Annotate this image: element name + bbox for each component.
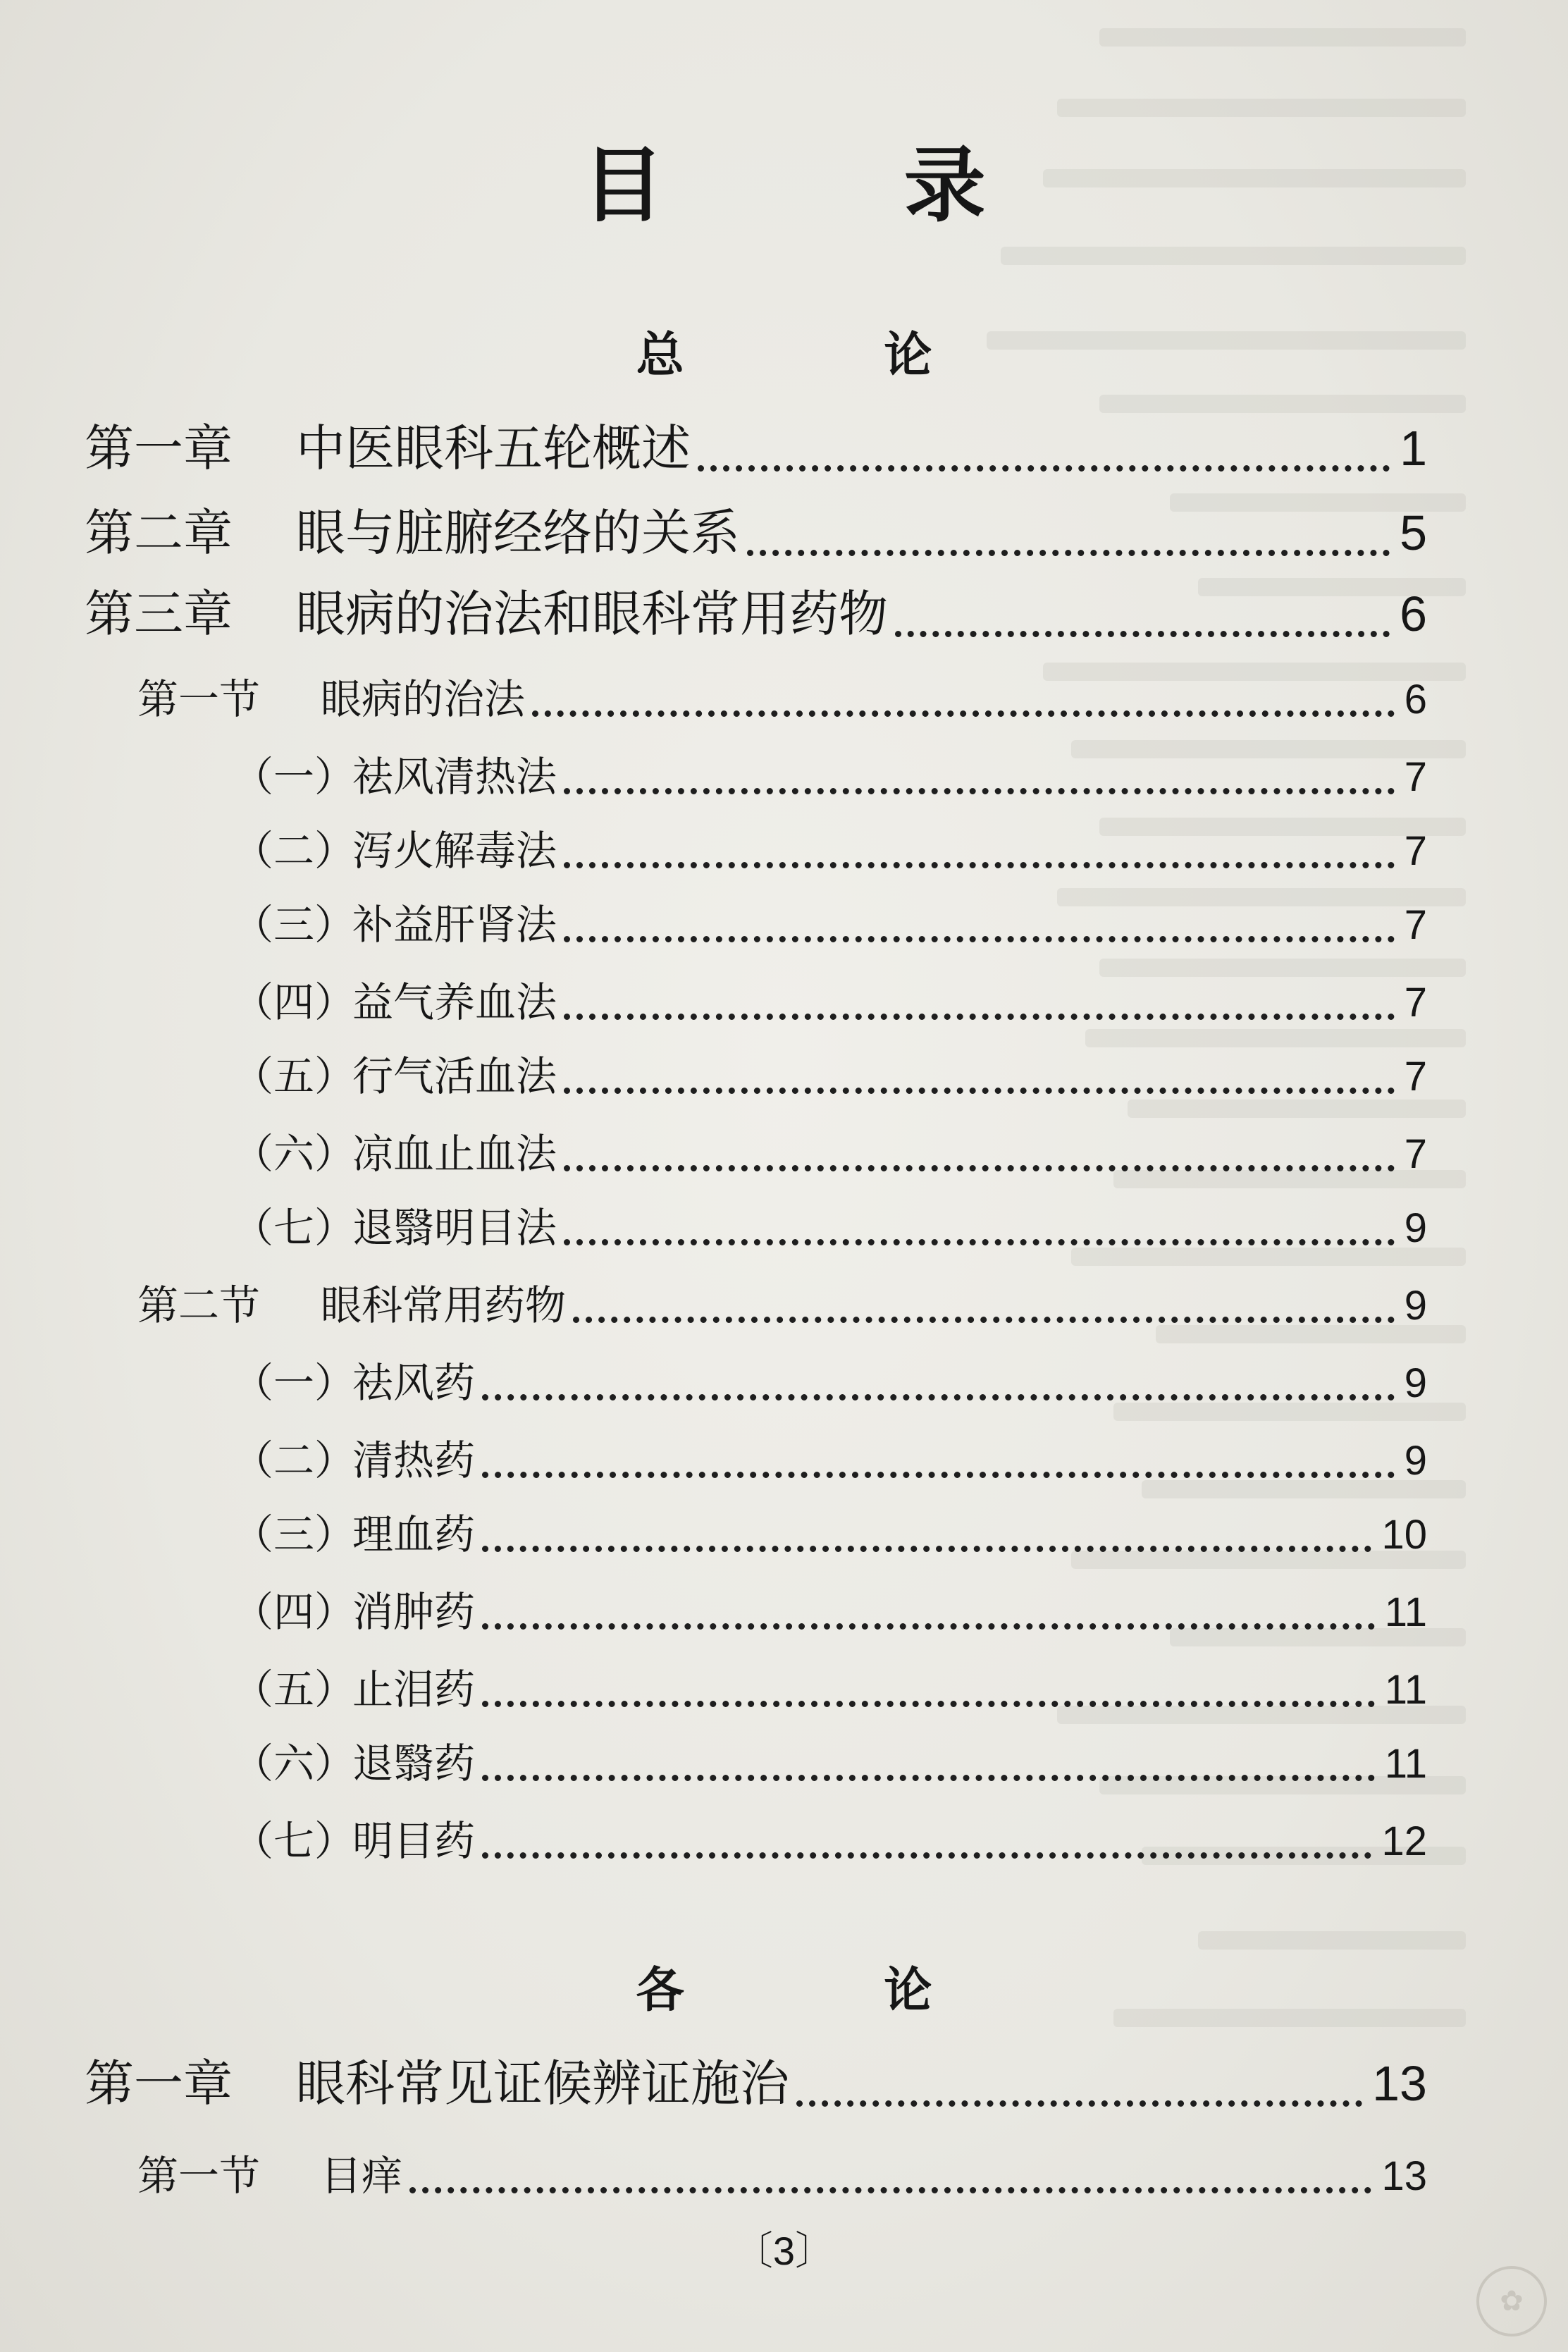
toc-entry-number: （四） — [233, 978, 356, 1026]
toc-entry-label — [233, 744, 557, 803]
toc-entry-item[interactable] — [233, 1195, 1427, 1254]
toc-entry-label — [85, 574, 888, 646]
toc-entry-page: 7 — [1404, 980, 1427, 1026]
toc-entry-number: 第一节 — [137, 2152, 261, 2200]
toc-entry-title: 明目药 — [352, 1817, 476, 1865]
toc-entry-item[interactable] — [233, 1350, 1427, 1409]
toc-entry-page: 11 — [1384, 1741, 1427, 1787]
toc-entry-item[interactable] — [233, 969, 1427, 1028]
toc-entry-number: （七） — [233, 1817, 356, 1865]
toc-entry-title: 眼科常用药物 — [321, 1281, 567, 1329]
toc-entry-page: 9 — [1404, 1205, 1427, 1251]
toc-entry-section[interactable] — [137, 1272, 1427, 1331]
toc-entry-number: （五） — [233, 1666, 356, 1713]
toc-entry-label — [137, 666, 525, 725]
dot-leader — [482, 1546, 1371, 1552]
toc-entry-page: 7 — [1404, 902, 1427, 948]
dot-leader — [564, 1014, 1395, 1020]
page-title: 目 录 — [582, 137, 1092, 233]
toc-entry-page: 9 — [1404, 1360, 1427, 1406]
toc-entry-number: （三） — [233, 1510, 356, 1558]
toc-entry-title: 止泪药 — [352, 1666, 476, 1713]
toc-entry-page: 11 — [1384, 1589, 1427, 1635]
toc-entry-item[interactable] — [233, 892, 1427, 951]
toc-entry-title: 补益肝肾法 — [352, 901, 557, 949]
toc-entry-title: 泻火解毒法 — [352, 827, 557, 875]
toc-entry-page: 9 — [1404, 1438, 1427, 1484]
toc-entry-page: 7 — [1404, 828, 1427, 874]
toc-entry-item[interactable] — [233, 744, 1427, 803]
toc-entry-label — [233, 1043, 557, 1102]
toc-entry-page: 12 — [1381, 1818, 1427, 1864]
toc-entry-label — [137, 1272, 566, 1331]
toc-entry-label — [137, 2143, 402, 2202]
toc-entry-page: 9 — [1404, 1283, 1427, 1329]
toc-entry-number: （六） — [233, 1740, 356, 1787]
toc-entry-page: 7 — [1404, 1054, 1427, 1100]
toc-entry-chapter[interactable] — [85, 2044, 1427, 2115]
toc-entry-item[interactable] — [233, 1121, 1427, 1180]
toc-entry-label — [233, 1195, 557, 1254]
toc-entry-number: （六） — [233, 1130, 356, 1178]
dot-leader — [564, 1239, 1395, 1245]
dot-leader — [698, 465, 1390, 472]
toc-entry-number: （五） — [233, 1052, 356, 1100]
toc-entry-chapter[interactable] — [85, 409, 1427, 480]
toc-entry-page: 13 — [1372, 2056, 1427, 2111]
toc-entry-title: 凉血止血法 — [352, 1130, 557, 1178]
toc-entry-number: （二） — [233, 827, 356, 875]
toc-entry-title: 行气活血法 — [352, 1052, 557, 1100]
toc-entry-title: 益气养血法 — [352, 978, 557, 1026]
toc-entry-label — [85, 409, 691, 480]
toc-entry-title: 中医眼科五轮概述 — [296, 419, 691, 477]
toc-entry-title: 消肿药 — [352, 1588, 476, 1636]
toc-entry-number: （四） — [233, 1588, 356, 1636]
toc-entry-page: 13 — [1381, 2153, 1427, 2199]
toc-entry-page: 1 — [1400, 421, 1427, 476]
dot-leader — [564, 788, 1395, 794]
toc-entry-label — [233, 1427, 475, 1486]
toc-entry-label — [233, 892, 557, 951]
dot-leader — [482, 1472, 1395, 1478]
toc-entry-title: 退翳明目法 — [352, 1204, 557, 1252]
toc-entry-title: 祛风药 — [352, 1359, 476, 1407]
dot-leader — [482, 1852, 1371, 1859]
toc-entry-title: 眼科常见证候辨证施治 — [296, 2055, 789, 2112]
toc-entry-label — [233, 969, 557, 1028]
toc-entry-number: （一） — [233, 753, 356, 801]
toc-entry-number: 第三章 — [85, 585, 233, 643]
toc-entry-label — [85, 493, 740, 565]
toc-entry-chapter[interactable] — [85, 493, 1427, 565]
dot-leader — [482, 1394, 1395, 1400]
toc-entry-item[interactable] — [233, 1656, 1427, 1716]
toc-entry-item[interactable] — [233, 1579, 1427, 1638]
toc-entry-section[interactable] — [137, 666, 1427, 725]
toc-entry-number: 第二章 — [85, 504, 233, 562]
section-heading: 总 论 — [636, 327, 1024, 383]
toc-entry-title: 清热药 — [352, 1436, 476, 1484]
toc-entry-label — [85, 2044, 789, 2115]
toc-entry-label — [233, 1121, 557, 1180]
toc-entry-label — [233, 1808, 475, 1867]
toc-entry-item[interactable] — [233, 1730, 1427, 1790]
dot-leader — [532, 710, 1395, 717]
dot-leader — [409, 2187, 1371, 2193]
dot-leader — [482, 1775, 1375, 1781]
toc-entry-number: 第一章 — [85, 2055, 233, 2112]
toc-entry-page: 6 — [1404, 677, 1427, 722]
toc-entry-label — [233, 1501, 475, 1560]
dot-leader — [482, 1701, 1375, 1707]
toc-entry-title: 退翳药 — [352, 1740, 476, 1787]
toc-entry-title: 眼病的治法 — [321, 675, 526, 723]
toc-entry-title: 眼病的治法和眼科常用药物 — [296, 585, 888, 643]
dot-leader — [564, 862, 1395, 868]
dot-leader — [747, 550, 1390, 556]
dot-leader — [796, 2100, 1362, 2107]
toc-entry-number: 第二节 — [137, 1281, 261, 1329]
toc-entry-number: （一） — [233, 1359, 356, 1407]
library-seal-watermark: ✿ — [1476, 2266, 1547, 2336]
toc-entry-title: 眼与脏腑经络的关系 — [296, 504, 740, 562]
toc-entry-number: （七） — [233, 1204, 356, 1252]
toc-entry-item[interactable] — [233, 1808, 1427, 1867]
dot-leader — [573, 1317, 1395, 1323]
toc-entry-label — [233, 1579, 475, 1638]
toc-entry-title: 理血药 — [352, 1510, 476, 1558]
toc-entry-number: 第一节 — [137, 675, 261, 723]
toc-entry-item[interactable] — [233, 1501, 1427, 1560]
toc-entry-page: 11 — [1384, 1667, 1427, 1713]
toc-entry-item[interactable] — [233, 1043, 1427, 1102]
dot-leader — [895, 631, 1390, 637]
dot-leader — [564, 936, 1395, 942]
toc-entry-number: （三） — [233, 901, 356, 949]
toc-entry-page: 6 — [1400, 586, 1427, 641]
toc-entry-label — [233, 1350, 475, 1409]
section-heading: 各 论 — [636, 1962, 1024, 2019]
toc-entry-item[interactable] — [233, 818, 1427, 877]
toc-entry-page: 7 — [1404, 754, 1427, 800]
toc-entry-page: 5 — [1400, 505, 1427, 560]
toc-entry-label — [233, 818, 557, 877]
toc-entry-page: 7 — [1404, 1131, 1427, 1177]
toc-entry-number: 第一章 — [85, 419, 233, 477]
dot-leader — [482, 1623, 1375, 1630]
toc-entry-title: 祛风清热法 — [352, 753, 557, 801]
toc-entry-title: 目痒 — [321, 2152, 403, 2200]
toc-entry-chapter[interactable] — [85, 574, 1427, 646]
toc-entry-item[interactable] — [233, 1427, 1427, 1486]
toc-entry-label — [233, 1656, 475, 1716]
page-number-footer: 〔3〕 — [733, 2229, 835, 2273]
toc-entry-label — [233, 1730, 475, 1790]
dot-leader — [564, 1088, 1395, 1094]
toc-entry-page: 10 — [1381, 1512, 1427, 1558]
toc-entry-number: （二） — [233, 1436, 356, 1484]
toc-entry-section[interactable] — [137, 2143, 1427, 2202]
dot-leader — [564, 1165, 1395, 1171]
